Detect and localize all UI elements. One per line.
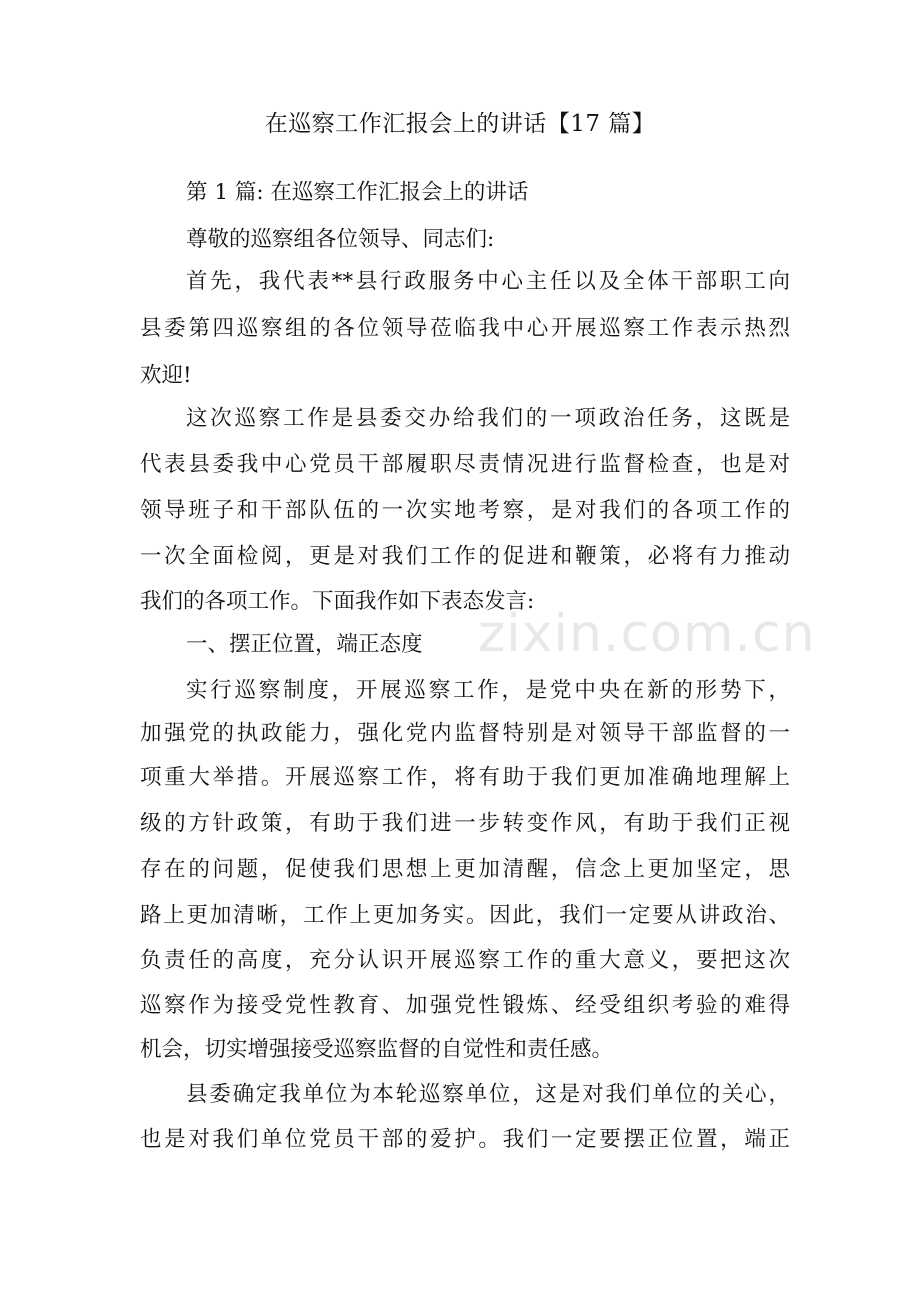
- document-title: 在巡察工作汇报会上的讲话【17 篇】: [264, 111, 656, 137]
- paragraph-3-line-1: 实行巡察制度，开展巡察工作，是党中央在新的形势下，: [186, 678, 790, 703]
- section-heading-1: 一、摆正位置，端正态度: [186, 632, 423, 657]
- paragraph-2-line-1: 这次巡察工作是县委交办给我们的一项政治任务，这既是: [186, 406, 790, 431]
- watermark-text: zixin.com.cn: [478, 604, 816, 664]
- paragraph-2-line-2: 代表县委我中心党员干部履职尽责情况进行监督检查，也是对: [140, 452, 790, 477]
- paragraph-3-line-8: 巡察作为接受党性教育、加强党性锻炼、经受组织考验的难得: [140, 993, 790, 1018]
- paragraph-1-line-3: 欢迎!: [140, 363, 192, 388]
- paragraph-3-line-7: 负责任的高度，充分认识开展巡察工作的重大意义，要把这次: [140, 948, 790, 973]
- paragraph-3-line-2: 加强党的执政能力，强化党内监督特别是对领导干部监督的一: [140, 721, 790, 746]
- paragraph-3-line-9: 机会，切实增强接受巡察监督的自觉性和责任感。: [140, 1037, 614, 1062]
- paragraph-1-line-1: 首先，我代表**县行政服务中心主任以及全体干部职工向: [186, 269, 790, 294]
- paragraph-2-line-3: 领导班子和干部队伍的一次实地考察，是对我们的各项工作的: [140, 498, 790, 523]
- paragraph-3-line-3: 项重大举措。开展巡察工作，将有助于我们更加准确地理解上: [140, 765, 790, 790]
- paragraph-3-line-5: 存在的问题，促使我们思想上更加清醒，信念上更加坚定，思: [140, 857, 790, 882]
- paragraph-4-line-1: 县委确定我单位为本轮巡察单位，这是对我们单位的关心，: [186, 1082, 790, 1107]
- salutation: 尊敬的巡察组各位领导、同志们:: [186, 227, 495, 252]
- paragraph-1-line-2: 县委第四巡察组的各位领导莅临我中心开展巡察工作表示热烈: [140, 316, 790, 341]
- paragraph-4-line-2: 也是对我们单位党员干部的爱护。我们一定要摆正位置，端正: [140, 1127, 790, 1152]
- paragraph-2-line-5: 我们的各项工作。下面我作如下表态发言:: [140, 589, 535, 614]
- chapter-heading: 第 1 篇: 在巡察工作汇报会上的讲话: [186, 180, 529, 205]
- paragraph-3-line-4: 级的方针政策，有助于我们进一步转变作风，有助于我们正视: [140, 811, 790, 836]
- paragraph-3-line-6: 路上更加清晰，工作上更加务实。因此，我们一定要从讲政治、: [140, 903, 790, 928]
- paragraph-2-line-4: 一次全面检阅，更是对我们工作的促进和鞭策，必将有力推动: [140, 544, 790, 569]
